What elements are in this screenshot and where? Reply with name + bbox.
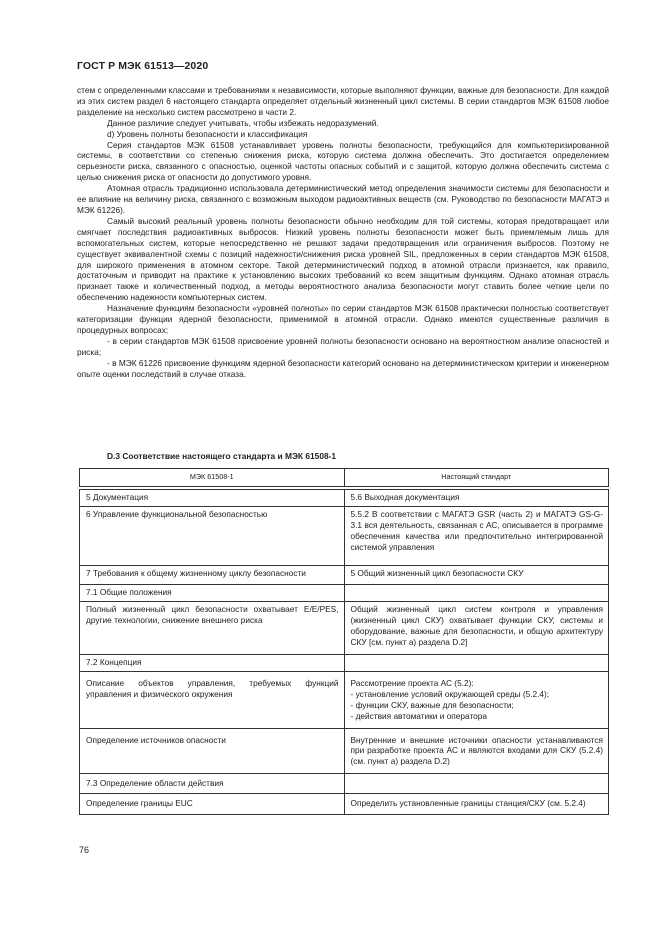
cell-line: - установление условий окружающей среды (5.2.4); [350, 688, 550, 699]
table-cell: Полный жизненный цикл безопасности охватывает E/E/PES, другие технологии, снижение внешнего риска [80, 602, 345, 655]
table-cell: Общий жизненный цикл систем контроля и управления (жизненный цикл СКУ) охватывает функции СКУ, системы и оборудование, важные для безопасности, и общую архитектуру СКУ [см. пункт а) раздела D.2] [344, 602, 609, 655]
paragraph: Назначение функциям безопасности «уровней полноты» по серии стандартов МЭК 61508 практически полностью соответствует категоризации функции ядерной безопасности, применимой в атомной отрасли. Однако имеются существенные различия в процедурных вопросах: [77, 303, 609, 335]
table-row [80, 506, 609, 565]
table-header-row [80, 469, 609, 487]
table-cell [344, 654, 609, 671]
table-row [80, 794, 609, 815]
table-cell: Описание объектов управления, требуемых функций управления и физического окружения [80, 671, 345, 728]
paragraph: Самый высокий реальный уровень полноты безопасности обычно необходим для той системы, которая предотвращает или смягчает последствия радиоактивных выбросов. Низкий уровень полноты безопасности может быть приемлемым лишь для вспомогательных систем, которые непосредственно не решают задачи предотвращения или ограничения выбросов. Поэтому не существует эквивалентной схемы с позиций надежности/снижения риска уровней SIL, предложенных в серии стандартов МЭК 61508, для широкого применения в атомном секторе. Такой детерминистический подход в атомной отрасли признается, как правило, достаточным и приводит на практике к установлению высоких требований ко всем защитным функциям. Однако атомная отрасль признает также и количественный подход, а методы вероятностного анализа безопасности могут ставить более четкие цели по обеспечению надежности компьютерных систем. [77, 215, 609, 303]
table-row [80, 565, 609, 585]
table-row [80, 490, 609, 507]
table-row [80, 602, 609, 655]
table-cell: 7 Требования к общему жизненному циклу безопасности [80, 565, 345, 585]
table-cell: 5.6 Выходная документация [344, 490, 609, 507]
section-heading: D.3 Соответствие настоящего стандарта и МЭК 61508-1 [107, 451, 337, 461]
table-cell: Определение источников опасности [80, 728, 345, 774]
cell-line: - действия автоматики и оператора [350, 710, 488, 721]
table-row [80, 774, 609, 794]
table-cell: Внутренние и внешние источники опасности устанавливаются при разработке проекта АС и являются входами для СКУ (5.2.4) (см. пункт а) раздела D.2) [344, 728, 609, 774]
paragraph: Атомная отрасль традиционно использовала детерминистический метод определения значимости системы для безопасности и ее влияние на величину риска, связанного с возможным выходом радиоактивных веществ (см. Руководство по безопасности МАГАТЭ и МЭК 61226). [77, 183, 609, 215]
table-row [80, 728, 609, 774]
column-header-this-standard: Настоящий стандарт [344, 469, 609, 487]
table-cell: 5 Документация [80, 490, 345, 507]
table-cell: Определить установленные границы станция/СКУ (см. 5.2.4) [344, 794, 609, 815]
table-cell: 5.5.2 В соответствии с МАГАТЭ GSR (часть 2) и МАГАТЭ GS-G-3.1 вся деятельность, связанная с АС, описывается в программе обеспечения качества или предпочтительно интегрированной системой управления [344, 506, 609, 565]
table-cell: 6 Управление функциональной безопасностью [80, 506, 345, 565]
paragraph: Данное различие следует учитывать, чтобы избежать недоразумений. [107, 117, 379, 128]
table-cell: 7.2 Концепция [80, 654, 345, 671]
document-header: ГОСТ Р МЭК 61513—2020 [77, 60, 209, 72]
table-row [80, 585, 609, 602]
table-cell: 7.3 Определение области действия [80, 774, 345, 794]
table-cell [344, 774, 609, 794]
paragraph: стем с определенными классами и требованиями к независимости, которые выполняют функции, важные для безопасности. Для каждой из этих систем раздел 6 настоящего стандарта определяет отдельный жизненный цикл системы. В серии стандартов МЭК 61508 любое разделение на несколько систем рассмотрено в части 2. [77, 85, 609, 117]
table-cell [344, 585, 609, 602]
page-number: 76 [79, 845, 90, 855]
table-cell: 5 Общий жизненный цикл безопасности СКУ [344, 565, 609, 585]
list-item: - в серии стандартов МЭК 61508 присвоение уровней полноты безопасности основано на вероятностном анализе опасностей и риска; [77, 335, 609, 357]
comparison-table [79, 468, 609, 815]
list-item: - в МЭК 61226 присвоение функциям ядерной безопасности категорий основано на детерминистическом критерии и инженерном опыте оценки последствий в случае отказа. [77, 357, 609, 379]
table-row [80, 654, 609, 671]
body-text [77, 85, 609, 379]
table-cell: 7.1 Общие положения [80, 585, 345, 602]
column-header-iec61508: МЭК 61508-1 [80, 469, 345, 487]
table-row [80, 671, 609, 728]
list-heading: d) Уровень полноты безопасности и классификация [107, 128, 308, 139]
table-cell: Определение границы EUC [80, 794, 345, 815]
table-cell [344, 671, 609, 728]
paragraph: Серия стандартов МЭК 61508 устанавливает уровень полноты безопасности, требующийся для компьютеризированной системы, в соответствии со степенью снижения риска, которую система должна обеспечить. Это достигается определением серьезности риска, связанного с опасностью, оценкой частоты опасных событий и с защитой, которую должна обеспечить система с целью снижения риска от опасности до допустимого уровня. [77, 139, 609, 183]
cell-line: - функции СКУ, важные для безопасности; [350, 699, 514, 710]
cell-line: Рассмотрение проекта АС (5.2): [350, 677, 474, 688]
